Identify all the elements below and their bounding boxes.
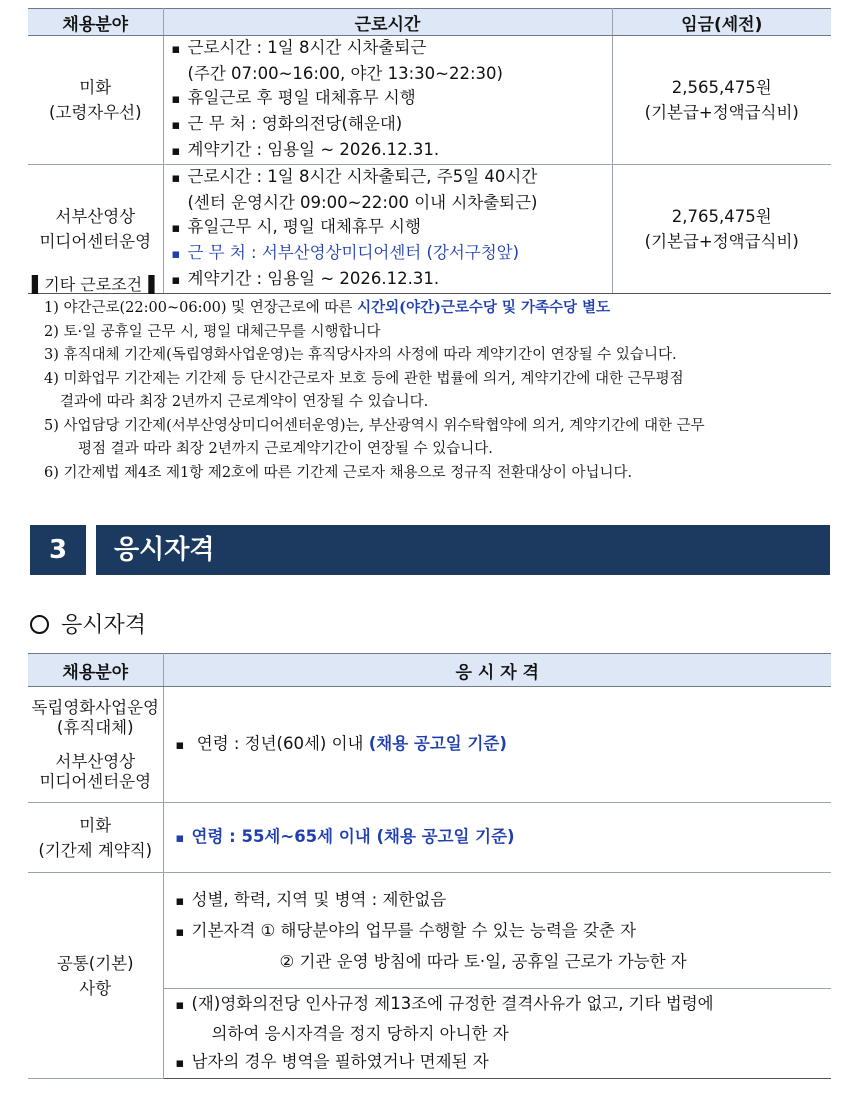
other-conditions-notes bbox=[32, 274, 705, 485]
wage-cell: 2,765,475원 (기본급+정액급식비) bbox=[612, 165, 831, 294]
list-item-continued: 의하여 응시자격을 정지 당하지 아니한 자 bbox=[211, 1023, 509, 1043]
list-item: (센터 운영시간 09:00~22:00 이내 시차출퇴근) bbox=[187, 193, 538, 212]
table-row bbox=[28, 36, 831, 165]
table-row bbox=[28, 873, 831, 989]
column-header: 채용분야 bbox=[28, 654, 163, 687]
list-item: ▪ 남자의 경우 병역을 필하였거나 면제된 자 bbox=[172, 1048, 832, 1078]
qualification-cell bbox=[163, 873, 831, 989]
column-header: 근로시간 bbox=[163, 9, 612, 36]
list-item: ▪ 근 무 처 : 서부산영상미디어센터 (강서구청앞) bbox=[172, 241, 612, 267]
column-header: 응 시 자 격 bbox=[163, 654, 831, 687]
field-cell: 미화 (기간제 계약직) bbox=[28, 803, 163, 873]
list-item: ▪ 휴일근로 후 평일 대체휴무 시행 bbox=[172, 86, 612, 112]
field-cell: 독립영화사업운영 (휴직대체) 서부산영상 미디어센터운영 bbox=[28, 687, 163, 803]
note-item: 5) 사업담당 기간제(서부산영상미디어센터운영)는, 부산광역시 위수탁협약에 의거, 계약기간에 대한 근무 bbox=[44, 417, 705, 434]
list-item: ▪ 근로시간 : 1일 8시간 시차출퇴근 bbox=[172, 36, 612, 62]
note-item: 6) 기간제법 제4조 제1항 제2호에 따른 기간제 근로자 채용으로 정규직 전환대상이 아닙니다. bbox=[44, 464, 633, 481]
section-number: 3 bbox=[30, 525, 86, 575]
list-item: ▪ 휴일근무 시, 평일 대체휴무 시행 bbox=[172, 215, 612, 241]
list-item: ▪ 계약기간 : 임용일 ~ 2026.12.31. bbox=[172, 138, 612, 164]
conditions-cell bbox=[163, 36, 612, 165]
list-item: ▪ 성별, 학력, 지역 및 병역 : 제한없음 bbox=[172, 885, 832, 916]
qualifications-table bbox=[28, 653, 831, 1079]
section-title: 응시자격 bbox=[96, 525, 830, 575]
subheading: 응시자격 bbox=[30, 608, 146, 639]
notes-title: ▌기타 근로조건▐ bbox=[32, 275, 155, 294]
table-row bbox=[28, 803, 831, 873]
note-item: 4) 미화업무 기간제는 기간제 등 단시간근로자 보호 등에 관한 법률에 의거, 계약기간에 대한 근무평점 bbox=[44, 370, 684, 387]
list-item: ▪ 근로시간 : 1일 8시간 시차출퇴근, 주5일 40시간 bbox=[172, 165, 612, 191]
column-header: 채용분야 bbox=[28, 9, 163, 36]
list-item: ▪ 계약기간 : 임용일 ~ 2026.12.31. bbox=[172, 267, 612, 293]
qualification-cell bbox=[163, 803, 831, 873]
table-row bbox=[28, 687, 831, 803]
note-item: 2) 토·일 공휴일 근무 시, 평일 대체근무를 시행합니다 bbox=[44, 323, 381, 340]
note-item: 3) 휴직대체 기간제(독립영화사업운영)는 휴직당사자의 사정에 따라 계약기간이 연장될 수 있습니다. bbox=[44, 347, 677, 363]
circle-bullet-icon bbox=[30, 615, 49, 634]
table-header-row bbox=[28, 9, 831, 36]
note-item-continued: 결과에 따라 최장 2년까지 근로계약이 연장될 수 있습니다. bbox=[60, 394, 429, 410]
list-item: ▪ 연령 : 55세~65세 이내 (채용 공고일 기준) bbox=[172, 825, 832, 851]
qualification-cell bbox=[163, 687, 831, 803]
list-item-continued: ② 기관 운영 방침에 따라 토·일, 공휴일 근로가 가능한 자 bbox=[279, 952, 687, 971]
list-item: ▪ 근 무 처 : 영화의전당(해운대) bbox=[172, 112, 612, 138]
list-item: (주간 07:00~16:00, 야간 13:30~22:30) bbox=[187, 64, 503, 83]
wage-cell: 2,565,475원 (기본급+정액급식비) bbox=[612, 36, 831, 165]
note-item-continued: 평점 결과 따라 최장 2년까지 근로계약기간이 연장될 수 있습니다. bbox=[78, 441, 493, 457]
table-header-row bbox=[28, 654, 831, 687]
field-cell: 공통(기본) 사항 bbox=[28, 873, 163, 1079]
field-cell: 서부산영상 미디어센터운영 bbox=[28, 165, 163, 294]
list-item: ▪ 연령 : 정년(60세) 이내 (채용 공고일 기준) bbox=[172, 732, 832, 758]
note-item: 1) 야간근로(22:00~06:00) 및 연장근로에 따른 시간외(야간)근로수당 및 가족수당 별도 bbox=[44, 299, 611, 316]
list-item: ▪ (재)영화의전당 인사규정 제13조에 규정한 결격사유가 없고, 기타 법령에 bbox=[172, 990, 832, 1020]
work-conditions-table bbox=[28, 8, 831, 294]
column-header: 임금(세전) bbox=[612, 9, 831, 36]
list-item: ▪ 기본자격 ① 해당분야의 업무를 수행할 수 있는 능력을 갖춘 자 bbox=[172, 916, 832, 947]
qualification-cell bbox=[163, 989, 831, 1079]
field-cell: 미화 (고령자우선) bbox=[28, 36, 163, 165]
